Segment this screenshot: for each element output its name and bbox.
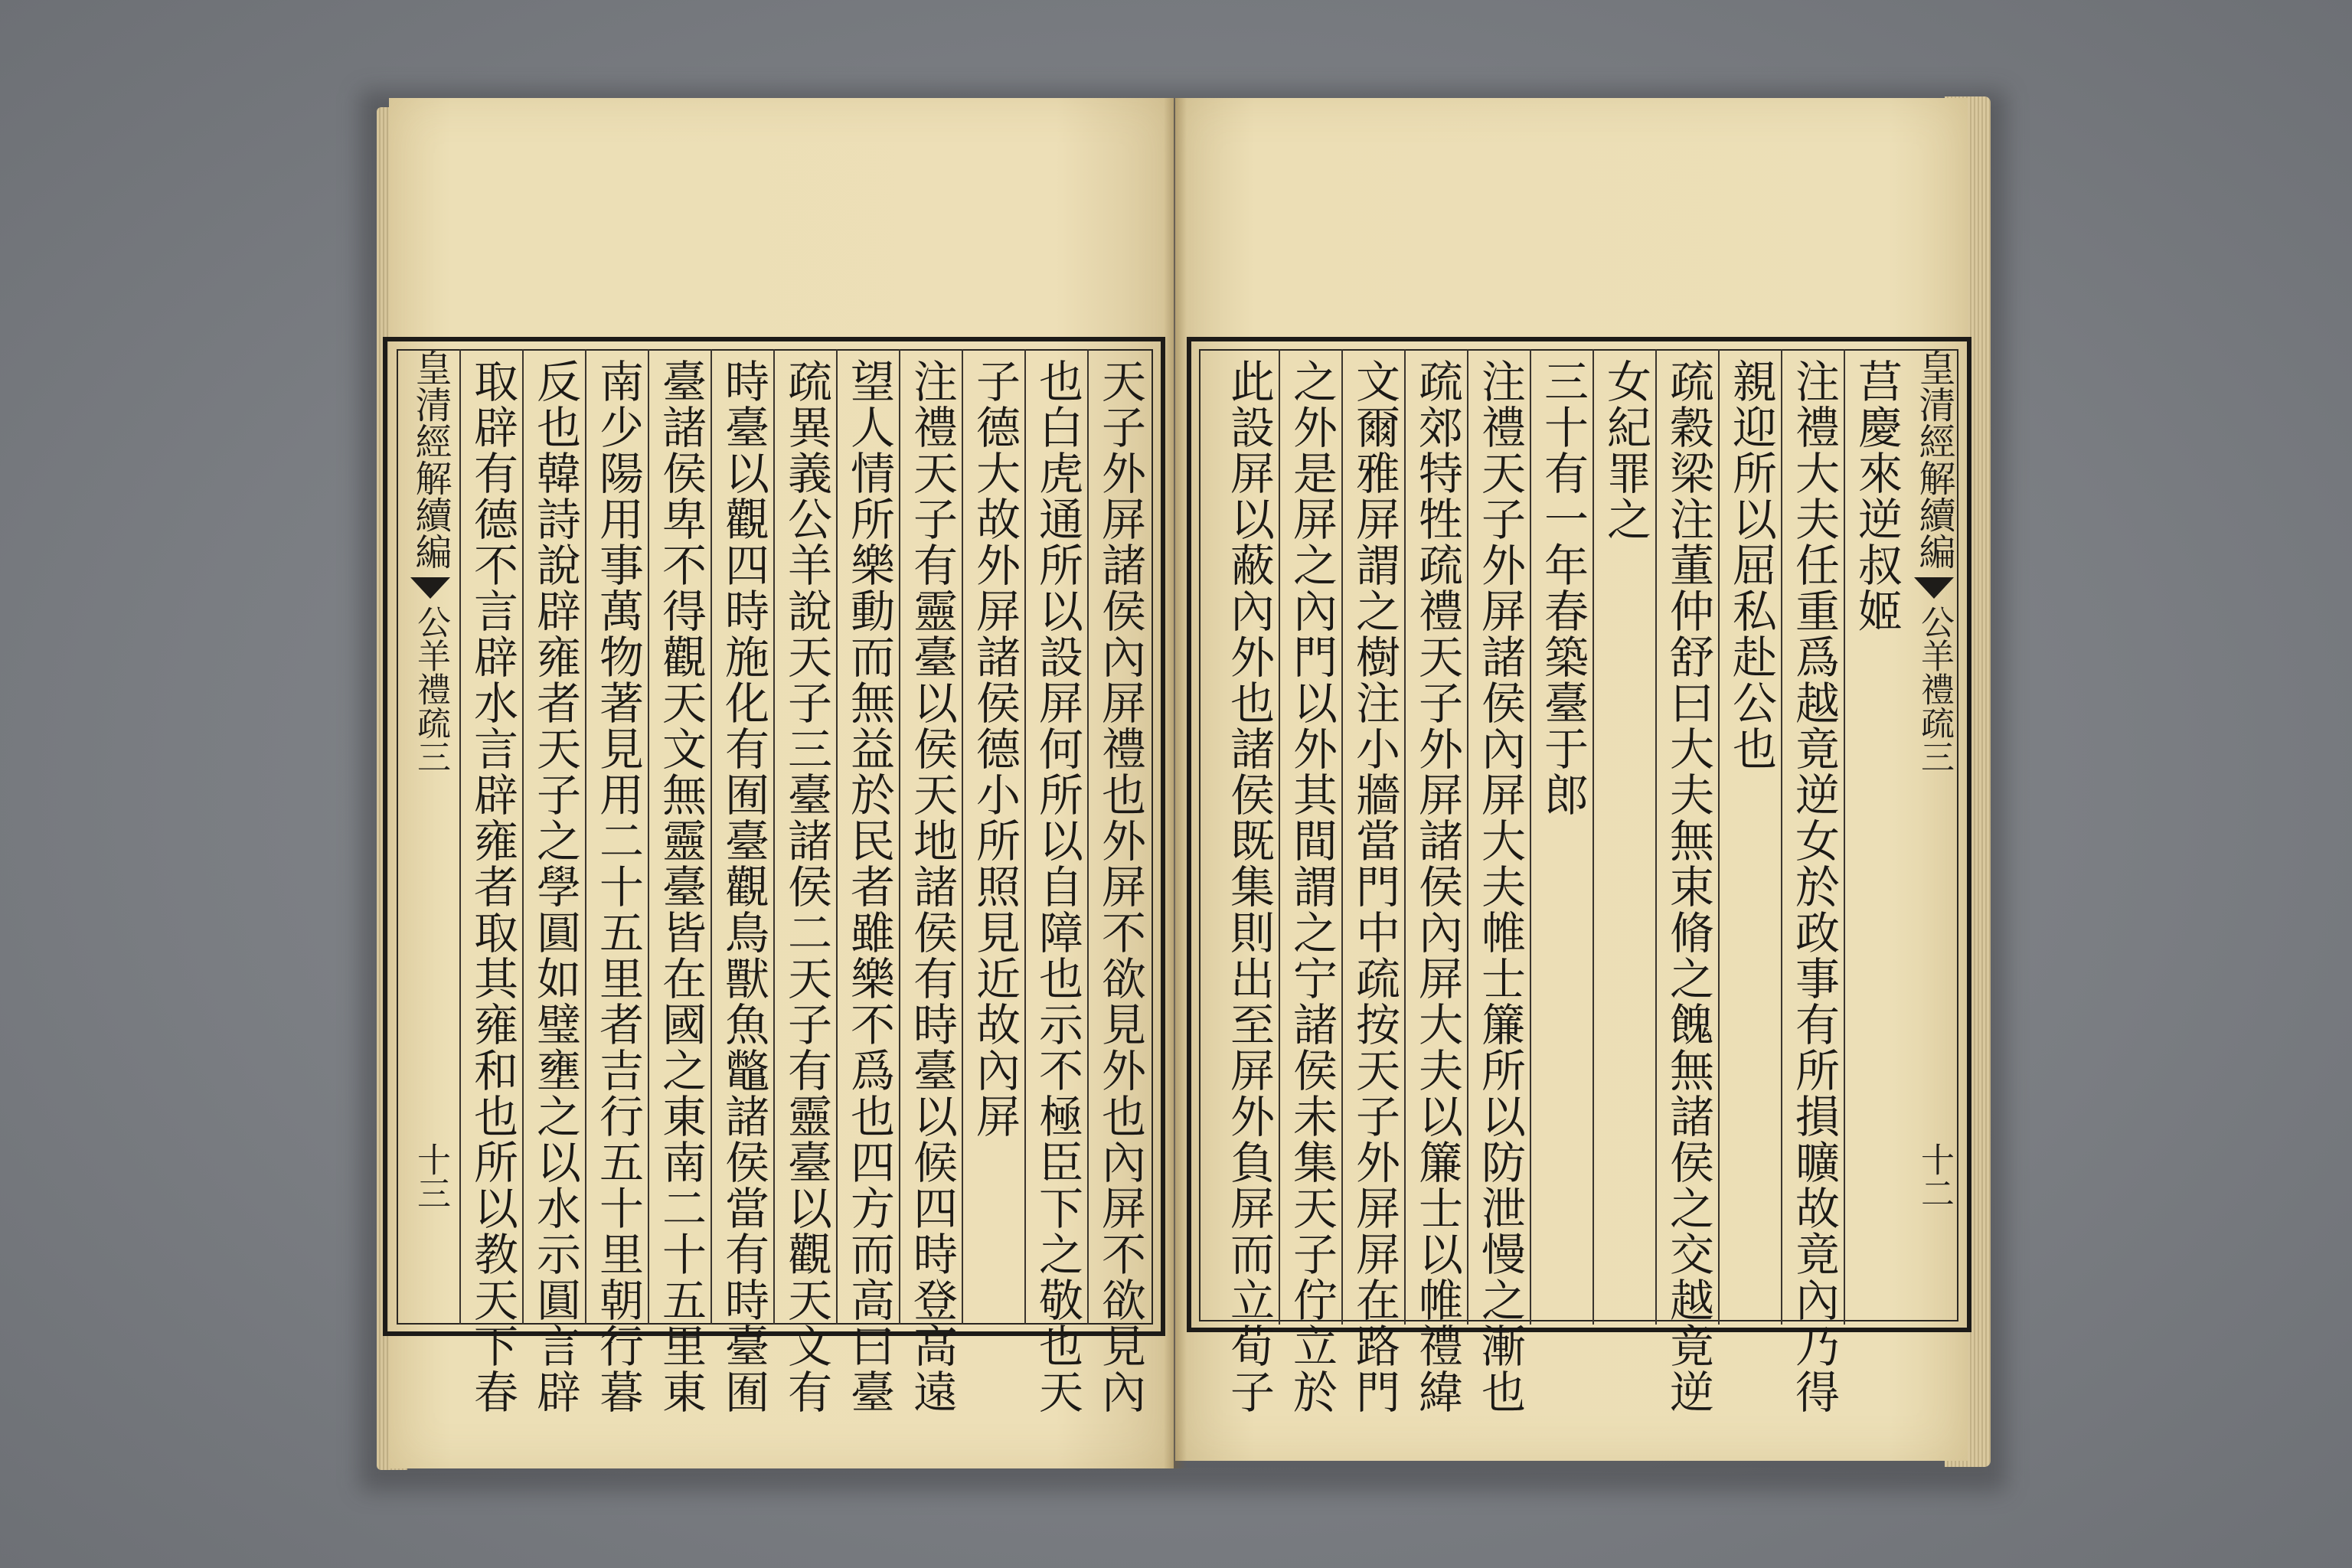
right-banxin bbox=[1909, 349, 1958, 1325]
column-text: 反也韓詩說辟雍者天子之學圓如璧壅之以水示圓言辟 bbox=[529, 358, 581, 1415]
banxin-title: 皇清經解續編 bbox=[409, 349, 452, 570]
left-column-5 bbox=[838, 358, 900, 1415]
left-column-2 bbox=[1026, 358, 1089, 1415]
left-column-11 bbox=[461, 358, 524, 1415]
right-column-5 bbox=[1594, 358, 1657, 1323]
right-column-8 bbox=[1406, 358, 1468, 1415]
banxin-title: 皇清經解續編 bbox=[1913, 349, 1955, 570]
column-text: 注禮天子外屏諸侯內屏大夫帷士簾所以防泄慢之漸也 bbox=[1474, 358, 1526, 1415]
column-text: 疏郊特牲疏禮天子外屏諸侯內屏大夫以簾士以帷禮緯 bbox=[1411, 358, 1463, 1415]
left-banxin bbox=[406, 349, 455, 1325]
right-column-4 bbox=[1657, 358, 1720, 1415]
column-text: 天子外屏諸侯內屏禮也外屏不欲見外也內屏不欲見內 bbox=[1094, 358, 1146, 1415]
column-text: 文爾雅屏謂之樹注小牆當門中疏按天子外屏屏在路門 bbox=[1348, 358, 1400, 1415]
banxin-subtitle: 公羊禮疏三 bbox=[411, 605, 450, 773]
column-text: 南少陽用事萬物著見用二十五里者吉行五十里朝行暮 bbox=[592, 358, 644, 1415]
left-column-4 bbox=[900, 358, 963, 1415]
right-column-10 bbox=[1280, 358, 1343, 1415]
left-column-9 bbox=[586, 358, 649, 1415]
column-text: 疏異義公羊說天子三臺諸侯二天子有靈臺以觀天文有 bbox=[780, 358, 832, 1415]
banxin-subtitle: 公羊禮疏三 bbox=[1915, 605, 1954, 773]
right-column-2 bbox=[1782, 358, 1845, 1415]
fishtail-mark bbox=[410, 577, 450, 599]
right-column-6 bbox=[1531, 358, 1594, 1323]
column-text: 此設屏以蔽內外也諸侯既集則出至屏外負屏而立荀子 bbox=[1223, 358, 1275, 1415]
column-text: 之外是屏之內門以外其間謂之宁諸侯未集天子佇立於 bbox=[1285, 358, 1338, 1415]
column-text: 子德大故外屏諸侯德小所照見近故內屏 bbox=[969, 358, 1021, 1139]
column-text: 注禮天子有靈臺以侯天地諸侯有時臺以候四時登高遠 bbox=[906, 358, 958, 1415]
right-column-7 bbox=[1468, 358, 1531, 1415]
column-text: 三十有一年春築臺于郎 bbox=[1537, 358, 1589, 818]
right-column-11 bbox=[1217, 358, 1280, 1415]
right-column-3 bbox=[1720, 358, 1782, 1323]
left-column-7 bbox=[712, 358, 775, 1415]
right-column-1 bbox=[1845, 358, 1908, 1323]
column-text: 注禮大夫任重爲越竟逆女於政事有所損曠故竟內乃得 bbox=[1788, 358, 1840, 1415]
left-column-6 bbox=[775, 358, 838, 1415]
column-text: 女紀罪之 bbox=[1599, 358, 1651, 542]
left-column-8 bbox=[649, 358, 712, 1415]
fishtail-mark bbox=[1914, 577, 1954, 599]
column-text: 也白虎通所以設屏何所以自障也示不極臣下之敬也天 bbox=[1031, 358, 1083, 1415]
left-column-1 bbox=[1089, 358, 1152, 1415]
column-text: 疏穀梁注董仲舒曰大夫無束脩之餽無諸侯之交越竟逆 bbox=[1662, 358, 1714, 1415]
right-column-9 bbox=[1343, 358, 1406, 1415]
column-text: 時臺以觀四時施化有囿臺觀鳥獸魚鼈諸侯當有時臺囿 bbox=[717, 358, 769, 1415]
column-text: 望人情所樂動而無益於民者雖樂不爲也四方而高曰臺 bbox=[843, 358, 895, 1415]
left-column-3 bbox=[963, 358, 1026, 1323]
column-text: 莒慶來逆叔姬 bbox=[1851, 358, 1903, 634]
left-column-10 bbox=[524, 358, 586, 1415]
book-gutter bbox=[1164, 98, 1187, 1468]
column-text: 親迎所以屈私赴公也 bbox=[1725, 358, 1777, 772]
column-text: 臺諸侯卑不得觀天文無靈臺皆在國之東南二十五里東 bbox=[655, 358, 707, 1415]
column-text: 取辟有德不言辟水言辟雍者取其雍和也所以教天下春 bbox=[466, 358, 518, 1415]
banxin-page-number: 十三 bbox=[411, 1142, 450, 1210]
banxin-page-number: 十二 bbox=[1915, 1142, 1954, 1210]
